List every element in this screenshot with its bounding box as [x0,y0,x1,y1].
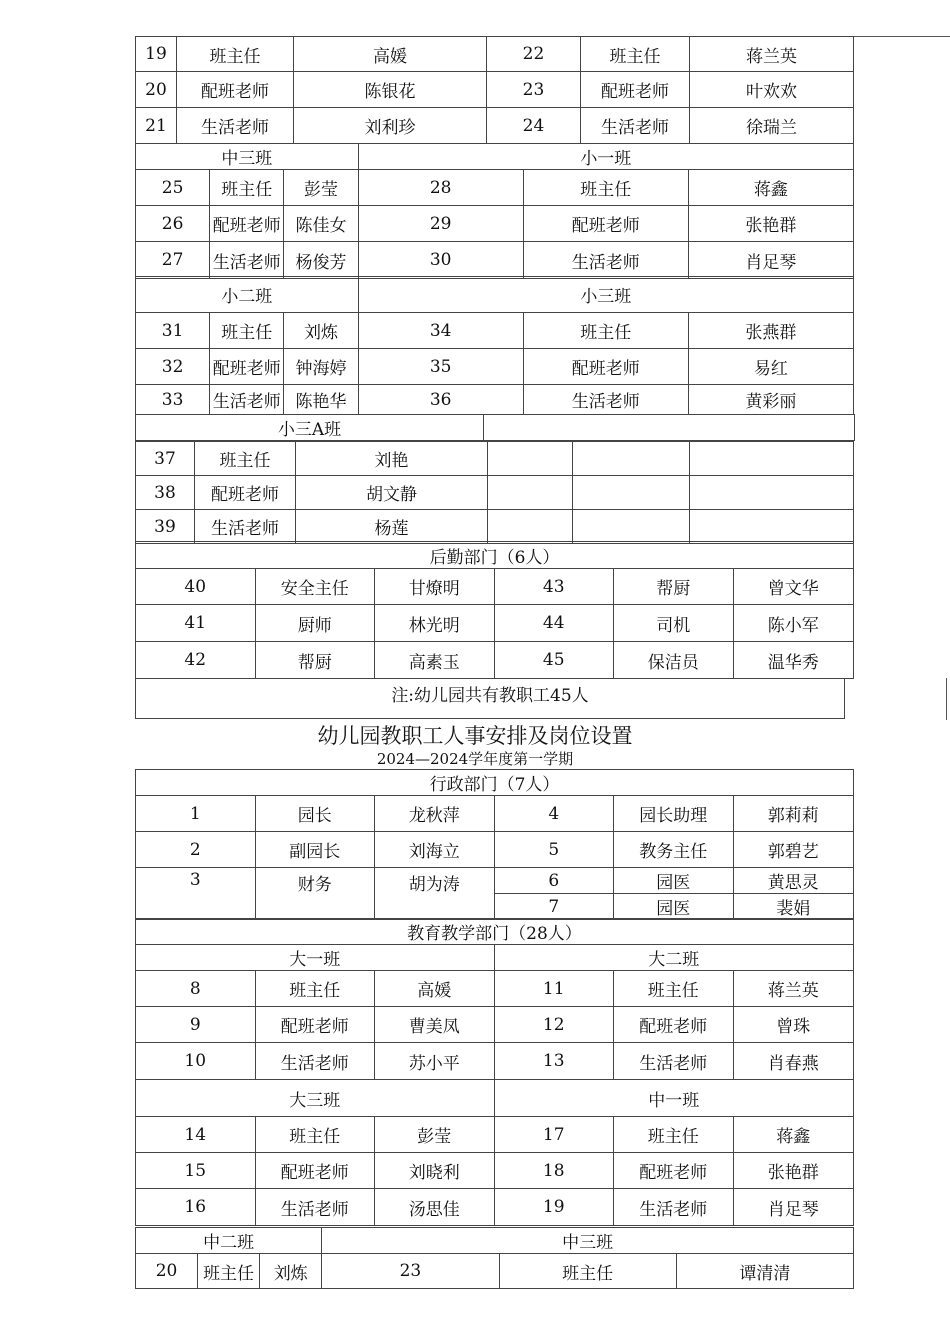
table-row: 32 配班老师 钟海婷 35 配班老师 易红 [136,349,854,385]
class-name: 大三班 [136,1080,495,1117]
section-header-row [136,542,854,569]
table-row: 20 配班老师 陈银花 23 配班老师 叶欢欢 [136,72,854,108]
table-zhong3-xiao1 [135,143,854,279]
table-row: 1 园长 龙秋萍 4 园长助理 郭莉莉 [136,796,854,832]
class-name: 中二班 [136,1228,322,1254]
class-header-row [136,1080,854,1117]
class-header-row [136,277,854,313]
section-title: 行政部门（7人） [136,770,854,796]
table-row: 42 帮厨 高素玉 45 保洁员 温华秀 [136,642,854,679]
table-row: 31 班主任 刘炼 34 班主任 张燕群 [136,313,854,349]
table-row: 33 生活老师 陈艳华 36 生活老师 黄彩丽 [136,385,854,415]
class-header-row [136,144,854,170]
class-header-row [136,415,855,441]
class-name: 小三A班 [136,415,484,441]
document-title: 幼儿园教职工人事安排及岗位设置 [317,724,633,748]
class-name: 大二班 [494,945,854,971]
section-title: 教育教学部门（28人） [136,919,854,945]
table-row: 20 班主任 刘炼 23 班主任 谭清清 [136,1254,854,1289]
table-row: 3 财务 胡为涛 6 园医 黄思灵 [136,868,854,894]
class-name: 小一班 [358,144,853,170]
table-row: 7 园医 裴娟 [136,894,854,920]
table-row: 16 生活老师 汤思佳 19 生活老师 肖足琴 [136,1189,854,1226]
table-row: 15 配班老师 刘晓利 18 配班老师 张艳群 [136,1153,854,1189]
class-name: 小二班 [136,277,359,313]
table-row: 40 安全主任 甘燎明 43 帮厨 曾文华 [136,569,854,605]
staff-total-note: 注:幼儿园共有教职工45人 [135,678,845,719]
section-title: 后勤部门（6人） [136,542,854,569]
table-row: 14 班主任 彭莹 17 班主任 蒋鑫 [136,1117,854,1153]
class-name: 中三班 [136,144,359,170]
table-row: 25 班主任 彭莹 28 班主任 蒋鑫 [136,170,854,206]
table-logistics [135,541,854,679]
table-row: 37 班主任 刘艳 [136,442,854,476]
table-row: 8 班主任 高媛 11 班主任 蒋兰英 [136,971,854,1007]
table-top-rows [135,36,854,144]
table-xiao3a [135,414,854,544]
page-edge-rule [853,36,950,37]
table-xiao2-xiao3 [135,276,854,415]
table-row: 26 配班老师 陈佳女 29 配班老师 张艳群 [136,206,854,242]
table-row: 27 生活老师 杨俊芳 30 生活老师 肖足琴 [136,242,854,279]
table-row: 21 生活老师 刘利珍 24 生活老师 徐瑞兰 [136,108,854,144]
section-header-row [136,770,854,796]
class-header-row [136,1228,854,1254]
section-header-row [136,919,854,945]
table-row: 10 生活老师 苏小平 13 生活老师 肖春燕 [136,1043,854,1080]
class-name: 中三班 [322,1228,854,1254]
class-name: 中一班 [494,1080,854,1117]
table-row: 38 配班老师 胡文静 [136,476,854,510]
class-name: 小三班 [358,277,853,313]
table-row: 39 生活老师 杨莲 [136,510,854,544]
table-zhong2-zhong3 [135,1227,854,1289]
page-edge-mark [946,678,950,720]
table-teaching [135,918,854,1226]
table-row: 41 厨师 林光明 44 司机 陈小军 [136,605,854,642]
table-row: 19 班主任 高媛 22 班主任 蒋兰英 [136,37,854,72]
table-admin [135,769,854,920]
class-header-row [136,945,854,971]
document-subtitle: 2024—2024学年度第一学期 [376,750,574,768]
table-row: 9 配班老师 曹美凤 12 配班老师 曾珠 [136,1007,854,1043]
table-row: 2 副园长 刘海立 5 教务主任 郭碧艺 [136,832,854,868]
class-name: 大一班 [136,945,495,971]
